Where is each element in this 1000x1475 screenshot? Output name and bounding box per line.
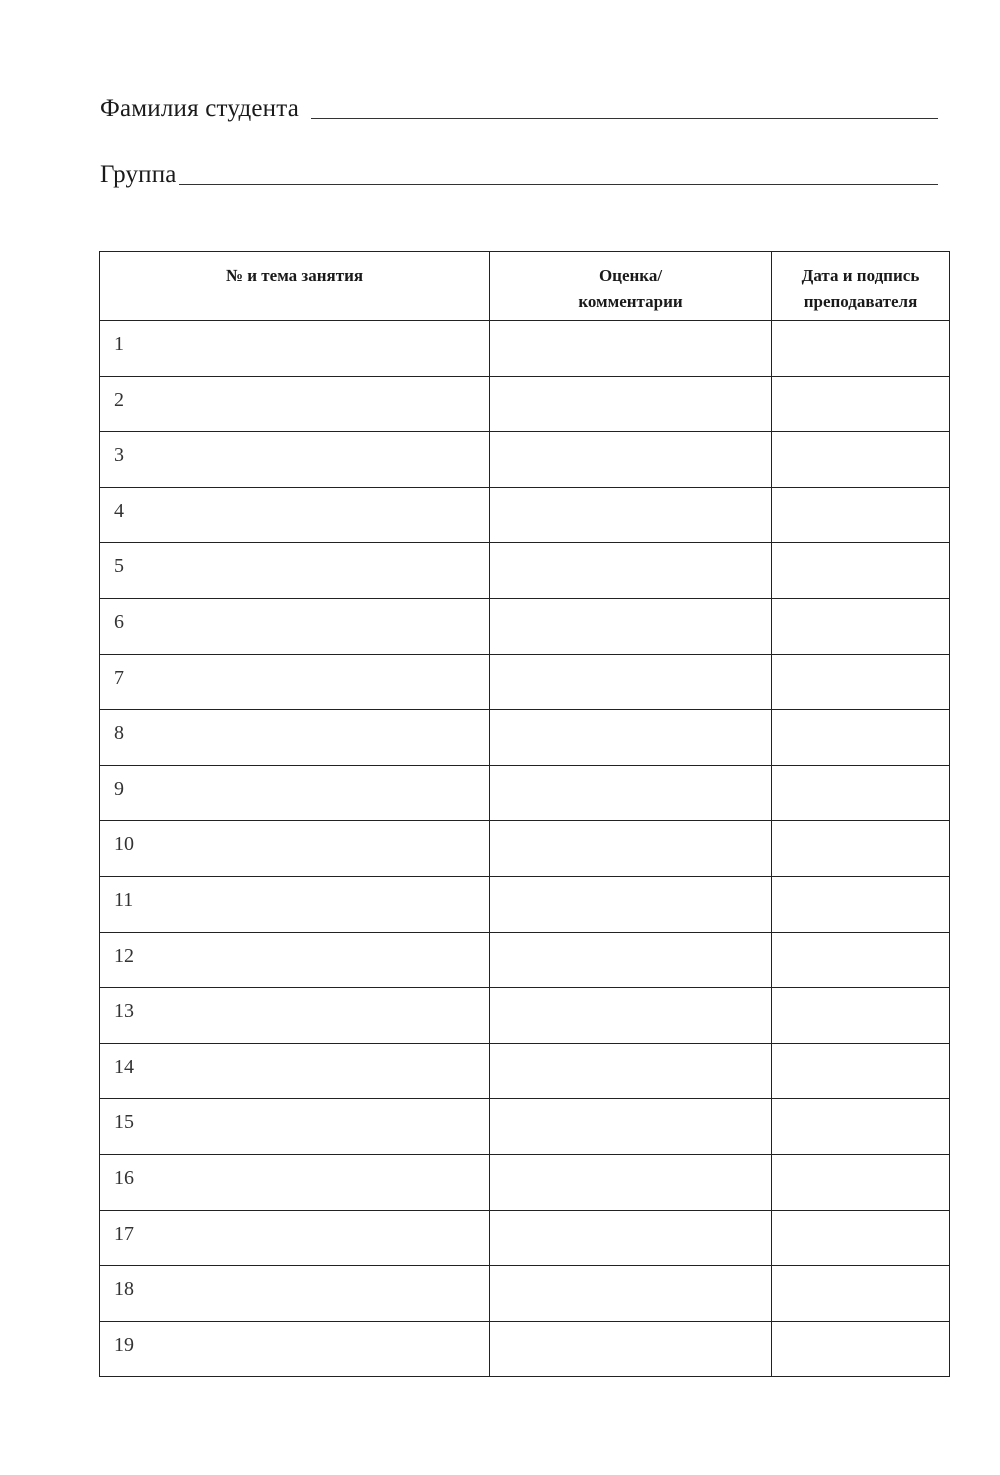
grade-cell[interactable] xyxy=(490,1099,772,1155)
table-row xyxy=(100,321,950,377)
lesson-number-cell[interactable]: 2 xyxy=(100,376,490,432)
signature-cell[interactable] xyxy=(772,1154,950,1210)
lesson-number-cell[interactable]: 11 xyxy=(100,876,490,932)
signature-cell[interactable] xyxy=(772,1321,950,1377)
table-row xyxy=(100,765,950,821)
grade-cell[interactable] xyxy=(490,876,772,932)
grade-cell[interactable] xyxy=(490,1043,772,1099)
grade-cell[interactable] xyxy=(490,543,772,599)
lesson-number-cell[interactable]: 13 xyxy=(100,988,490,1044)
header-grade-comments xyxy=(490,252,772,321)
signature-cell[interactable] xyxy=(772,1043,950,1099)
lessons-table xyxy=(99,251,950,1377)
signature-cell[interactable] xyxy=(772,876,950,932)
lesson-number-cell[interactable]: 5 xyxy=(100,543,490,599)
signature-cell[interactable] xyxy=(772,765,950,821)
surname-label: Фамилия студента xyxy=(100,95,299,122)
grade-cell[interactable] xyxy=(490,1210,772,1266)
header-date-signature-text: Дата и подпись преподавателя xyxy=(801,266,920,311)
lesson-number-cell[interactable]: 3 xyxy=(100,432,490,488)
grade-cell[interactable] xyxy=(490,376,772,432)
lesson-number-cell[interactable]: 9 xyxy=(100,765,490,821)
surname-field[interactable] xyxy=(100,96,938,121)
lesson-number-cell[interactable]: 6 xyxy=(100,598,490,654)
lesson-number-cell[interactable]: 1 xyxy=(100,321,490,377)
lesson-number-cell[interactable]: 12 xyxy=(100,932,490,988)
group-field[interactable] xyxy=(100,162,938,187)
table-row xyxy=(100,1321,950,1377)
grade-cell[interactable] xyxy=(490,654,772,710)
grade-cell[interactable] xyxy=(490,988,772,1044)
signature-cell[interactable] xyxy=(772,654,950,710)
grade-cell[interactable] xyxy=(490,487,772,543)
signature-cell[interactable] xyxy=(772,1266,950,1322)
lesson-number-cell[interactable]: 14 xyxy=(100,1043,490,1099)
grade-cell[interactable] xyxy=(490,710,772,766)
lesson-number-cell[interactable]: 19 xyxy=(100,1321,490,1377)
table-row xyxy=(100,598,950,654)
lesson-number-cell[interactable]: 17 xyxy=(100,1210,490,1266)
lesson-number-cell[interactable]: 16 xyxy=(100,1154,490,1210)
signature-cell[interactable] xyxy=(772,543,950,599)
signature-cell[interactable] xyxy=(772,432,950,488)
grade-cell[interactable] xyxy=(490,932,772,988)
table-header-row xyxy=(100,252,950,321)
signature-cell[interactable] xyxy=(772,376,950,432)
grade-cell[interactable] xyxy=(490,432,772,488)
table-row xyxy=(100,1099,950,1155)
signature-cell[interactable] xyxy=(772,487,950,543)
table-row xyxy=(100,821,950,877)
signature-cell[interactable] xyxy=(772,1099,950,1155)
grade-cell[interactable] xyxy=(490,1154,772,1210)
grade-cell[interactable] xyxy=(490,1266,772,1322)
table-row xyxy=(100,1266,950,1322)
signature-cell[interactable] xyxy=(772,321,950,377)
header-lesson-topic: № и тема занятия xyxy=(100,252,490,321)
group-input-line[interactable] xyxy=(179,184,938,185)
table-row xyxy=(100,654,950,710)
table-row xyxy=(100,710,950,766)
signature-cell[interactable] xyxy=(772,598,950,654)
header-date-signature xyxy=(772,252,950,321)
table-row xyxy=(100,543,950,599)
table-row xyxy=(100,1210,950,1266)
lesson-number-cell[interactable]: 15 xyxy=(100,1099,490,1155)
signature-cell[interactable] xyxy=(772,988,950,1044)
lesson-number-cell[interactable]: 10 xyxy=(100,821,490,877)
signature-cell[interactable] xyxy=(772,932,950,988)
table-row xyxy=(100,876,950,932)
group-label: Группа xyxy=(100,161,177,188)
table-row xyxy=(100,1154,950,1210)
grade-cell[interactable] xyxy=(490,598,772,654)
signature-cell[interactable] xyxy=(772,710,950,766)
table-row xyxy=(100,988,950,1044)
grade-cell[interactable] xyxy=(490,1321,772,1377)
grade-cell[interactable] xyxy=(490,821,772,877)
table-row xyxy=(100,1043,950,1099)
table-row xyxy=(100,432,950,488)
lesson-number-cell[interactable]: 4 xyxy=(100,487,490,543)
table-row xyxy=(100,487,950,543)
grade-cell[interactable] xyxy=(490,765,772,821)
lesson-number-cell[interactable]: 7 xyxy=(100,654,490,710)
header-grade-comments-text: Оценка/ комментарии xyxy=(578,266,683,311)
table-row xyxy=(100,376,950,432)
signature-cell[interactable] xyxy=(772,821,950,877)
lesson-number-cell[interactable]: 8 xyxy=(100,710,490,766)
surname-input-line[interactable] xyxy=(311,118,938,119)
grade-cell[interactable] xyxy=(490,321,772,377)
table-row xyxy=(100,932,950,988)
lesson-number-cell[interactable]: 18 xyxy=(100,1266,490,1322)
signature-cell[interactable] xyxy=(772,1210,950,1266)
